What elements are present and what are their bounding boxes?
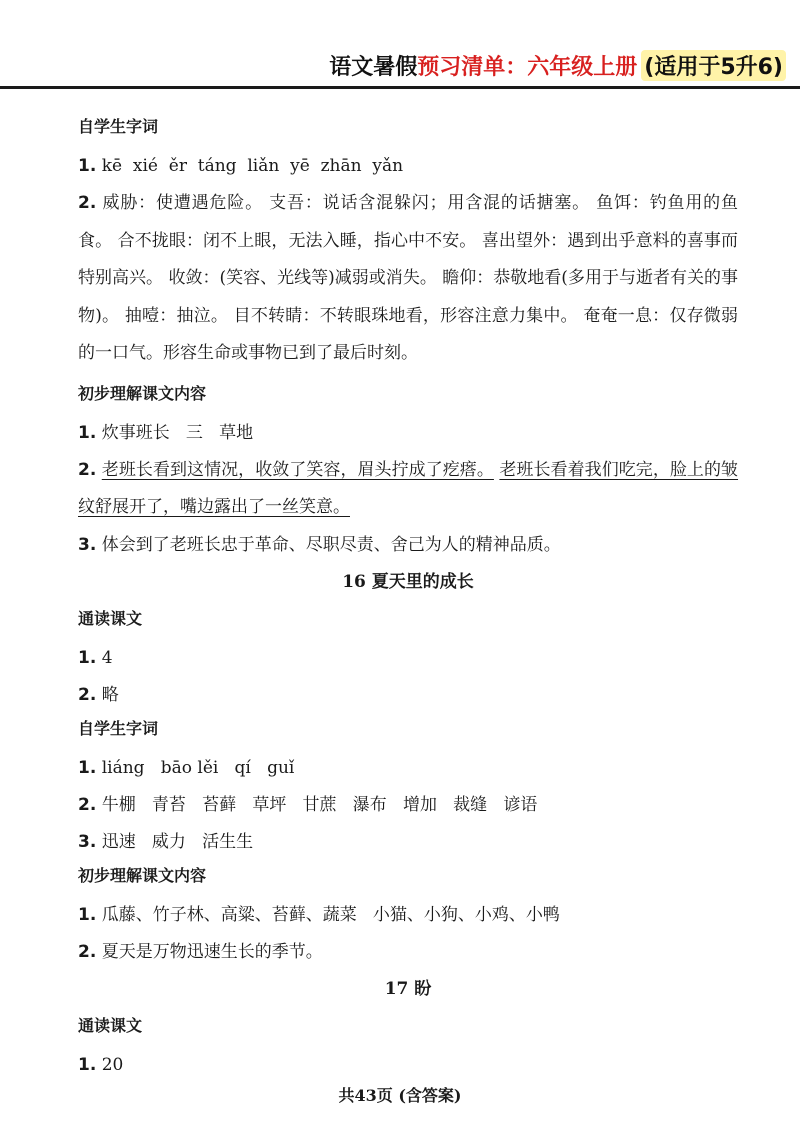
item-number: 1. (78, 422, 97, 443)
item-number: 1. (78, 156, 97, 176)
sec15-zixue-heading: 自学生字词 (78, 117, 159, 136)
sec16-z2-line (78, 787, 738, 824)
sec15-vocab-para (78, 185, 738, 373)
sec15-c2-para (78, 452, 738, 527)
sec15-c2-underlined-a: 老班长看到这情况，收敛了笑容，眉头拧成了疙瘩。 (101, 459, 494, 480)
item-number: 1. (78, 757, 97, 778)
sec15-pinyin: kē xié ěr táng liǎn yē zhān yǎn (96, 156, 404, 176)
item-number: 2. (78, 684, 97, 705)
sec16-c1: 瓜藤、竹子林、高粱、苔藓、蔬菜 小猫、小狗、小鸡、小鸭 (96, 904, 560, 925)
item-number: 2. (78, 941, 97, 962)
item-number: 1. (78, 1054, 97, 1075)
sec16-c2-line (78, 934, 738, 971)
header-title (329, 48, 786, 82)
sec15-pinyin-line (78, 148, 738, 185)
sec16-t1-line (78, 640, 738, 677)
sec17-t1-line (78, 1047, 738, 1084)
page-content (78, 112, 738, 1084)
sec17-tongdu-heading: 通读课文 (78, 1015, 143, 1035)
sec16-zixue-heading: 自学生字词 (78, 718, 159, 738)
item-number: 2. (78, 459, 97, 480)
sec17-t1: 20 (96, 1054, 124, 1075)
header-title-suffix: (适用于5升6) (641, 50, 786, 81)
page-footer: 共43页 (含答案) (338, 1086, 462, 1105)
item-number: 2. (78, 193, 97, 213)
sec16-t1: 4 (96, 647, 113, 668)
sec16-t2: 略 (96, 684, 119, 705)
item-number: 3. (78, 534, 97, 555)
header-title-red: 预习清单：六年级上册 (417, 54, 638, 80)
header-title-black: 语文暑假 (329, 54, 418, 80)
sec15-c3: 体会到了老班长忠于革命、尽职尽责、舍己为人的精神品质。 (96, 534, 561, 555)
sec16-t2-line (78, 677, 738, 714)
sec16-z3-line (78, 824, 738, 861)
item-number: 2. (78, 794, 97, 815)
sec16-c1-line (78, 897, 738, 934)
sec16-chubu-heading: 初步理解课文内容 (78, 865, 207, 885)
item-number: 3. (78, 831, 97, 852)
sec15-chubu-heading: 初步理解课文内容 (78, 383, 207, 403)
header-divider (0, 86, 800, 89)
sec16-z3: 迅速 威力 活生生 (96, 831, 254, 852)
sec15-c2-underlined-b: 老班长看着我们吃完，脸上的皱纹舒展开了，嘴边露出了一丝笑意。 (78, 459, 739, 517)
sec15-c1-line (78, 415, 738, 452)
sec16-tongdu-heading: 通读课文 (78, 608, 143, 628)
sec15-c3-line (78, 527, 738, 564)
sec15-c1: 炊事班长 三 草地 (96, 422, 254, 443)
sec16-c2: 夏天是万物迅速生长的季节。 (96, 941, 323, 962)
item-number: 1. (78, 647, 97, 668)
sec16-title: 16 夏天里的成长 (342, 571, 474, 592)
item-number: 1. (78, 904, 97, 925)
sec16-z1: liáng bāo lěi qí guǐ (96, 757, 295, 778)
sec17-title: 17 盼 (384, 978, 432, 999)
sec15-vocab: 威胁：使遭遇危险。 支吾：说话含混躲闪；用含混的话搪塞。 鱼饵：钓鱼用的鱼食。 合不拢眼：闭不上眼，无法入睡，指心中不安。 喜出望外：遇到出乎意料的喜事而特别高兴。 收敛：(笑容、光线等)减弱或消失。 瞻仰：恭敬地看(多用于与逝者有关的事物)。 抽噎：抽泣。 目不转睛：不转眼珠地看，形容注意力集中。 奄奄一息：仅存微弱的一口气。形容生命或事物已到了最后时刻。 (78, 193, 738, 363)
sec16-z2: 牛棚 青苔 苔藓 草坪 甘蔗 瀑布 增加 裁缝 谚语 (96, 794, 538, 815)
sec16-z1-line (78, 750, 738, 787)
